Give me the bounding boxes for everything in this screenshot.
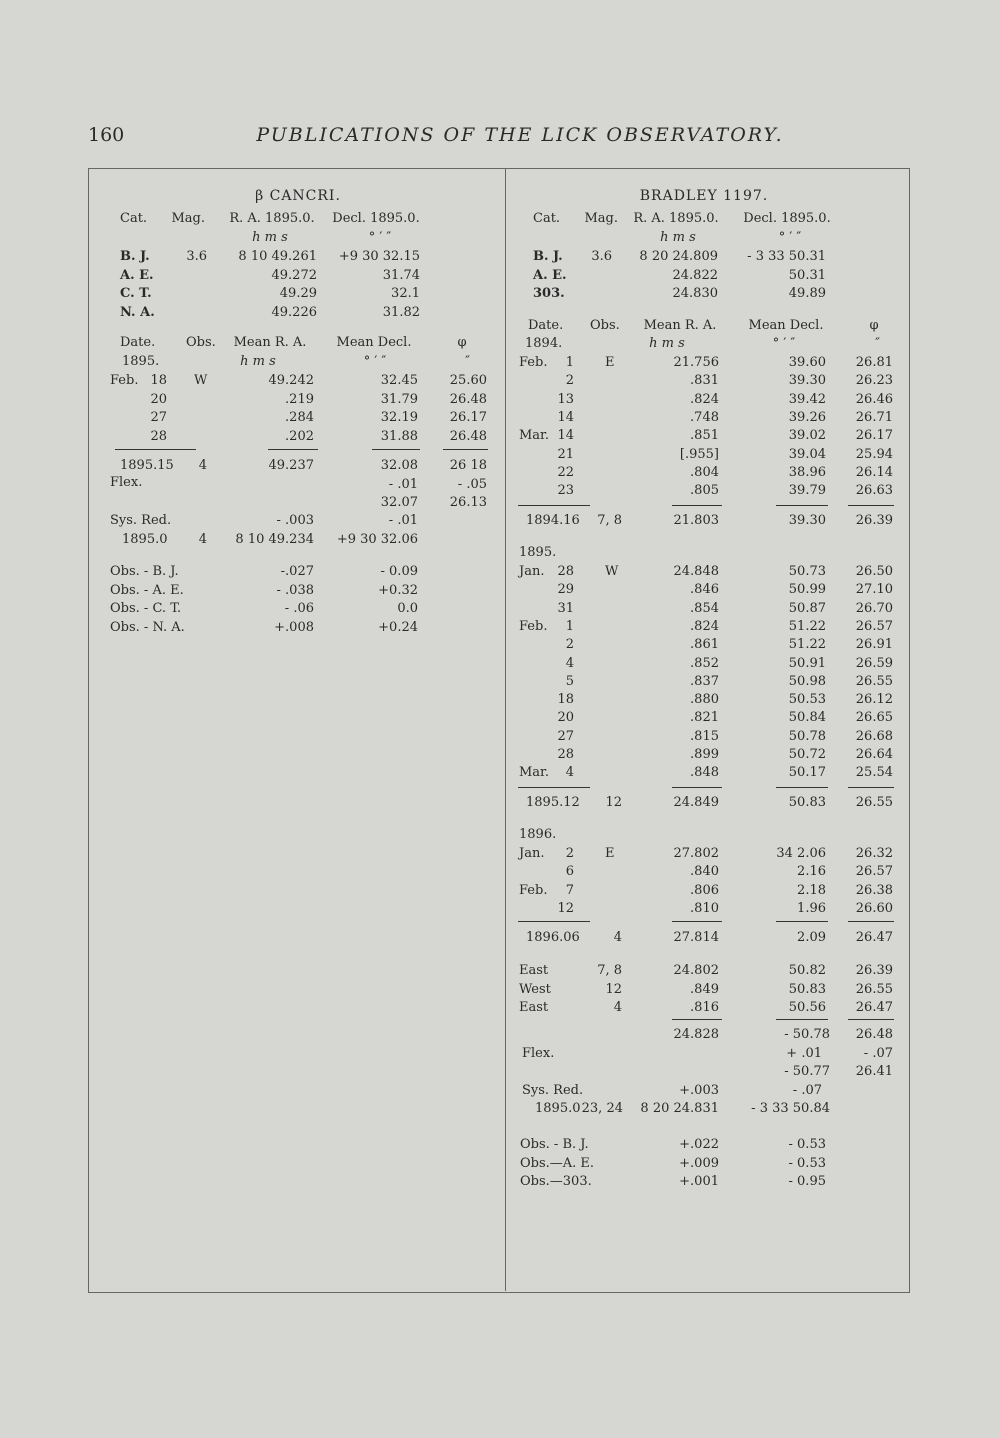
mean-dec: 39.30 — [788, 373, 826, 389]
phi-value: 25.94 — [855, 446, 893, 462]
sum-rule — [776, 1019, 828, 1020]
phi-value: 26.63 — [855, 483, 893, 499]
magnitude: 3.6 — [186, 249, 207, 264]
obs-day: 2 — [565, 373, 574, 389]
residual-ra: - .06 — [284, 601, 314, 616]
obs-day: 28 — [557, 564, 574, 579]
sum-rule — [518, 787, 590, 788]
phi-value: 26.68 — [855, 728, 893, 744]
residual-dec: - 0.53 — [788, 1155, 826, 1171]
residual-label: Obs.—A. E. — [520, 1155, 595, 1171]
phi-value: 25.54 — [855, 765, 893, 781]
residual-label: Obs. - B. J. — [520, 1137, 589, 1152]
residual-ra: +.001 — [679, 1174, 719, 1189]
page-number: 160 — [88, 124, 125, 146]
mean-ra: .219 — [285, 391, 314, 407]
mean-dec: 50.17 — [788, 765, 826, 781]
flex-phi: - .07 — [863, 1046, 893, 1061]
units-label: ° ′ ″ — [778, 230, 802, 245]
mean-ra: .821 — [690, 710, 719, 726]
final-date: 1895.0 — [122, 532, 168, 547]
phi-value: 26.48 — [855, 1027, 893, 1042]
sum-rule — [848, 1019, 894, 1020]
sum-rule — [115, 449, 196, 450]
column-header: Mean Decl. — [748, 318, 824, 333]
mean-ra: .848 — [690, 765, 719, 781]
flexed-phi: 26.13 — [449, 495, 487, 510]
units-label: h m s — [660, 230, 696, 245]
catalog-name: A. E. — [533, 267, 567, 283]
mean-dec: 50.72 — [788, 747, 826, 762]
mean-ra: .861 — [690, 637, 719, 653]
mean-dec: 39.26 — [788, 409, 826, 425]
units-label: ° ′ ″ — [368, 230, 392, 245]
mean-dec: 50.53 — [788, 692, 826, 708]
mean-dec: 50.83 — [788, 795, 826, 810]
mean-dec: 2.18 — [797, 882, 826, 898]
flex-dec: - .01 — [388, 477, 418, 492]
column-header: Cat. — [533, 211, 561, 226]
mean-ra: 24.849 — [673, 795, 719, 810]
final-dec: - 3 33 50.84 — [751, 1101, 830, 1116]
year-label: 1894. — [525, 336, 563, 351]
phi-value: 26.65 — [855, 710, 893, 726]
catalog-dec: 50.31 — [788, 267, 826, 283]
mean-dec: 39.30 — [788, 513, 826, 528]
final-date: 1895.0 — [535, 1101, 581, 1116]
residual-ra: - .038 — [276, 582, 314, 598]
phi-value: 26.71 — [855, 409, 893, 425]
obs-count: 12 — [605, 795, 622, 810]
obs-day: 5 — [565, 673, 574, 689]
summary-dec: 50.82 — [788, 963, 826, 978]
mean-ra: .804 — [690, 464, 719, 480]
summary-ra: .849 — [690, 981, 719, 997]
phi-value: 26.91 — [855, 637, 893, 653]
mean-ra: .837 — [690, 673, 719, 689]
catalog-ra: 49.29 — [279, 286, 317, 301]
obs-day: 14 — [557, 409, 574, 425]
mean-ra: .851 — [690, 428, 719, 444]
column-header: φ — [457, 335, 467, 350]
obs-month: Jan. — [519, 846, 545, 861]
catalog-dec: 31.82 — [382, 304, 420, 320]
year-label: 1896. — [519, 827, 557, 842]
phi-value: 26.39 — [855, 963, 893, 978]
mean-ra: .806 — [690, 882, 719, 898]
obs-count: 7, 8 — [597, 963, 622, 978]
obs-day: 28 — [557, 747, 574, 762]
obs-count: 4 — [613, 930, 622, 945]
sysred-ra: +.003 — [679, 1083, 719, 1098]
sum-rule — [518, 505, 590, 506]
mean-dec: 32.19 — [380, 410, 418, 425]
phi-value: 26.14 — [855, 464, 893, 480]
phi-value: 26.47 — [855, 930, 893, 945]
catalog-ra: 8 20 24.809 — [639, 249, 718, 264]
phi-value: 26.55 — [855, 673, 893, 689]
obs-day: 23 — [557, 483, 574, 499]
sysred-dec: - .01 — [388, 513, 418, 528]
phi-value: 26.17 — [855, 428, 893, 444]
obs-day: 29 — [557, 582, 574, 598]
catalog-name: N. A. — [120, 304, 155, 320]
mean-date: 1894.16 — [526, 513, 580, 528]
phi-value: 26.57 — [855, 864, 893, 880]
sum-rule — [672, 505, 722, 506]
mean-dec: 1.96 — [797, 900, 826, 916]
mean-dec: 39.60 — [788, 355, 826, 370]
phi-value: 26.38 — [855, 882, 893, 898]
combined-ra: 24.828 — [673, 1027, 719, 1042]
obs-count: 12 — [605, 981, 622, 997]
phi-value: 25.60 — [449, 373, 487, 388]
column-header: Mag. — [171, 211, 205, 226]
mean-ra: .284 — [285, 410, 314, 425]
mean-dec: 50.91 — [788, 655, 826, 671]
column-header: Mag. — [584, 211, 618, 226]
catalog-name: A. E. — [120, 267, 154, 283]
mean-ra: .824 — [690, 618, 719, 634]
mean-dec: 50.73 — [788, 564, 826, 579]
mean-dec: 51.22 — [788, 618, 826, 634]
catalog-ra: 24.822 — [672, 267, 718, 283]
phi-value: 26.48 — [449, 391, 487, 407]
phi-value: 26.64 — [855, 747, 893, 762]
obs-day: 2 — [565, 846, 574, 861]
final-ra: 8 10 49.234 — [235, 532, 314, 547]
sysred-dec: - .07 — [792, 1083, 822, 1098]
catalog-name: B. J. — [533, 249, 563, 264]
sum-rule — [672, 921, 722, 922]
sum-rule — [776, 921, 828, 922]
mean-dec: 50.84 — [788, 710, 826, 726]
residual-ra: +.022 — [679, 1137, 719, 1152]
summary-dec: 50.83 — [788, 981, 826, 997]
phi-value: 26.47 — [855, 1000, 893, 1015]
mean-date: 1896.06 — [526, 930, 580, 945]
column-header: Mean R. A. — [233, 335, 307, 350]
obs-day: 4 — [565, 655, 574, 671]
residual-label: Obs. - C. T. — [110, 601, 182, 616]
mean-dec: 50.98 — [788, 673, 826, 689]
running-title: PUBLICATIONS OF THE LICK OBSERVATORY. — [256, 124, 784, 146]
catalog-name: B. J. — [120, 249, 150, 264]
flexed-dec: 32.07 — [380, 495, 418, 510]
phi-value: 26.48 — [449, 428, 487, 444]
phi-value: 26.57 — [855, 618, 893, 634]
residual-label: Obs. - N. A. — [110, 619, 185, 635]
column-header: Mean R. A. — [643, 318, 717, 333]
obs-count: 4 — [613, 1000, 622, 1015]
magnitude: 3.6 — [591, 249, 612, 264]
final-dec: +9 30 32.06 — [336, 532, 418, 547]
units-label: h m s — [252, 230, 288, 245]
observer: E — [605, 846, 615, 861]
mean-dec: 39.79 — [788, 483, 826, 499]
catalog-dec: - 3 33 50.31 — [747, 249, 826, 264]
flex-dec: + .01 — [786, 1046, 822, 1061]
sum-rule — [268, 449, 318, 450]
mean-ra: 49.237 — [268, 458, 314, 473]
phi-value: 26.59 — [855, 655, 893, 671]
mean-dec: 50.99 — [788, 582, 826, 598]
mean-ra: .748 — [690, 409, 719, 425]
obs-day: 12 — [557, 900, 574, 916]
obs-day: 28 — [150, 428, 167, 444]
phi-value: 26.50 — [855, 564, 893, 579]
mean-dec: 51.22 — [788, 637, 826, 653]
obs-month: Feb. — [519, 355, 548, 370]
phi-value: 27.10 — [855, 582, 893, 598]
phi-value: 26.55 — [855, 795, 893, 810]
residual-dec: +0.24 — [378, 619, 418, 635]
star-title: BRADLEY 1197. — [639, 188, 769, 204]
units-label: ″ — [465, 354, 470, 369]
column-header: R. A. 1895.0. — [633, 211, 719, 226]
column-header: Mean Decl. — [336, 335, 412, 350]
obs-day: 2 — [565, 637, 574, 653]
star-title: β CANCRI. — [255, 188, 341, 204]
column-header: R. A. 1895.0. — [229, 211, 315, 226]
obs-month: Mar. — [519, 428, 549, 444]
flex-label: Flex. — [522, 1046, 555, 1061]
sysred-label: Sys. Red. — [522, 1083, 584, 1098]
mean-date: 1895.15 — [120, 458, 174, 473]
summary-label: West — [519, 981, 551, 997]
mean-ra: .815 — [690, 728, 719, 744]
residual-ra: +.008 — [274, 619, 314, 635]
column-header: Obs. — [590, 318, 620, 333]
obs-day: 4 — [565, 765, 574, 781]
mean-ra: .810 — [690, 900, 719, 916]
mean-ra: .880 — [690, 692, 719, 708]
obs-count: 4 — [198, 532, 207, 547]
summary-ra: 24.802 — [673, 963, 719, 978]
obs-day: 14 — [557, 428, 574, 444]
final-ra: 8 20 24.831 — [640, 1101, 719, 1116]
column-header: Decl. 1895.0. — [743, 211, 831, 226]
mean-ra: 27.802 — [673, 846, 719, 861]
mean-ra: .852 — [690, 655, 719, 671]
mean-ra: .899 — [690, 747, 719, 762]
mean-ra: 21.756 — [673, 355, 719, 370]
obs-count: 7, 8 — [597, 513, 622, 528]
column-header: φ — [869, 318, 879, 333]
sum-rule — [848, 505, 894, 506]
sum-rule — [518, 921, 590, 922]
sysred-label: Sys. Red. — [110, 513, 172, 528]
obs-month: Feb. — [519, 618, 548, 634]
mean-ra: .805 — [690, 483, 719, 499]
obs-day: 6 — [565, 864, 574, 880]
residual-dec: - 0.09 — [380, 564, 418, 579]
mean-dec: 2.16 — [797, 864, 826, 880]
obs-day: 21 — [557, 446, 574, 462]
mean-ra: .202 — [285, 428, 314, 444]
obs-day: 13 — [557, 391, 574, 407]
flexed-phi: 26.41 — [855, 1064, 893, 1079]
obs-day: 20 — [557, 710, 574, 726]
summary-ra: .816 — [690, 1000, 719, 1015]
catalog-dec: +9 30 32.15 — [338, 249, 420, 264]
mean-dec: 39.02 — [788, 428, 826, 444]
sum-rule — [848, 787, 894, 788]
mean-ra: 49.242 — [268, 373, 314, 388]
flex-phi: - .05 — [457, 477, 487, 492]
sum-rule — [848, 921, 894, 922]
observer: W — [194, 373, 208, 388]
obs-month: Feb. — [110, 373, 139, 388]
phi-value: 26.46 — [855, 391, 893, 407]
catalog-ra: 24.830 — [672, 286, 718, 301]
mean-ra: .840 — [690, 864, 719, 880]
mean-ra: 21.803 — [673, 513, 719, 528]
column-header: Obs. — [186, 335, 216, 350]
mean-ra: [.955] — [679, 446, 719, 462]
column-header: Date. — [120, 335, 156, 350]
mean-date: 1895.12 — [526, 795, 580, 810]
mean-dec: 39.04 — [788, 446, 826, 462]
mean-ra: .831 — [690, 373, 719, 389]
catalog-name: 303. — [533, 286, 565, 301]
residual-ra: +.009 — [679, 1155, 719, 1171]
phi-value: 26.70 — [855, 600, 893, 616]
flexed-dec: - 50.77 — [784, 1064, 830, 1079]
catalog-ra: 49.272 — [271, 267, 317, 283]
residual-dec: +0.32 — [378, 582, 418, 598]
summary-label: East — [519, 1000, 549, 1015]
obs-day: 27 — [557, 728, 574, 744]
phi-value: 26.39 — [855, 513, 893, 528]
obs-day: 7 — [565, 882, 574, 898]
phi-value: 26.12 — [855, 692, 893, 708]
sum-rule — [372, 449, 420, 450]
obs-month: Jan. — [519, 564, 545, 579]
sum-rule — [672, 787, 722, 788]
obs-month: Feb. — [519, 882, 548, 898]
flex-label: Flex. — [110, 475, 143, 490]
catalog-name: C. T. — [120, 286, 152, 301]
mean-ra: .824 — [690, 391, 719, 407]
phi-value: 26.55 — [855, 981, 893, 997]
year-label: 1895. — [122, 354, 160, 369]
column-header: Date. — [528, 318, 564, 333]
mean-ra: 27.814 — [673, 930, 719, 945]
mean-dec: 39.42 — [788, 391, 826, 407]
sysred-ra: - .003 — [276, 513, 314, 528]
observer: W — [605, 564, 619, 579]
obs-day: 20 — [150, 391, 167, 407]
phi-value: 26.60 — [855, 900, 893, 916]
obs-day: 18 — [150, 373, 167, 388]
obs-day: 31 — [557, 600, 574, 616]
mean-dec: 50.78 — [788, 728, 826, 744]
mean-dec: 32.08 — [380, 458, 418, 473]
phi-value: 26 18 — [449, 458, 487, 473]
observer: E — [605, 355, 615, 370]
mean-dec: 2.09 — [797, 930, 826, 945]
phi-value: 26.17 — [449, 410, 487, 425]
obs-day: 18 — [557, 692, 574, 708]
obs-count: 4 — [198, 458, 207, 473]
obs-day: 1 — [565, 355, 574, 370]
phi-value: 26.81 — [855, 355, 893, 370]
obs-month: Mar. — [519, 765, 549, 781]
obs-day: 1 — [565, 618, 574, 634]
summary-label: East — [519, 963, 549, 978]
obs-count: 23, 24 — [581, 1101, 623, 1116]
catalog-dec: 32.1 — [391, 286, 420, 301]
combined-dec: - 50.78 — [784, 1027, 830, 1042]
sum-rule — [776, 505, 828, 506]
residual-label: Obs. - B. J. — [110, 564, 179, 579]
residual-dec: - 0.95 — [788, 1174, 826, 1189]
residual-dec: - 0.53 — [788, 1137, 826, 1152]
mean-dec: 31.79 — [380, 391, 418, 407]
year-label: 1895. — [519, 545, 557, 560]
residual-dec: 0.0 — [397, 601, 418, 616]
phi-value: 26.32 — [855, 846, 893, 861]
mean-dec: 38.96 — [788, 464, 826, 480]
units-label: ° ′ ″ — [363, 354, 387, 369]
obs-day: 27 — [150, 410, 167, 425]
column-header: Cat. — [120, 211, 148, 226]
mean-dec: 32.45 — [380, 373, 418, 388]
units-label: ″ — [875, 336, 880, 351]
residual-label: Obs.—303. — [520, 1174, 592, 1189]
catalog-ra: 8 10 49.261 — [238, 249, 317, 264]
units-label: ° ′ ″ — [772, 336, 796, 351]
sum-rule — [776, 787, 828, 788]
mean-dec: 34 2.06 — [776, 846, 826, 861]
mean-ra: 24.848 — [673, 564, 719, 579]
mean-ra: .854 — [690, 600, 719, 616]
sum-rule — [672, 1019, 722, 1020]
catalog-ra: 49.226 — [271, 304, 317, 320]
summary-dec: 50.56 — [788, 1000, 826, 1015]
residual-label: Obs. - A. E. — [110, 582, 184, 598]
mean-ra: .846 — [690, 582, 719, 598]
phi-value: 26.23 — [855, 373, 893, 389]
mean-dec: 50.87 — [788, 600, 826, 616]
catalog-dec: 31.74 — [382, 267, 420, 283]
column-header: Decl. 1895.0. — [332, 211, 420, 226]
units-label: h m s — [649, 336, 685, 351]
units-label: h m s — [240, 354, 276, 369]
catalog-dec: 49.89 — [788, 286, 826, 301]
residual-ra: -.027 — [280, 564, 314, 579]
mean-dec: 31.88 — [380, 428, 418, 444]
obs-day: 22 — [557, 464, 574, 480]
